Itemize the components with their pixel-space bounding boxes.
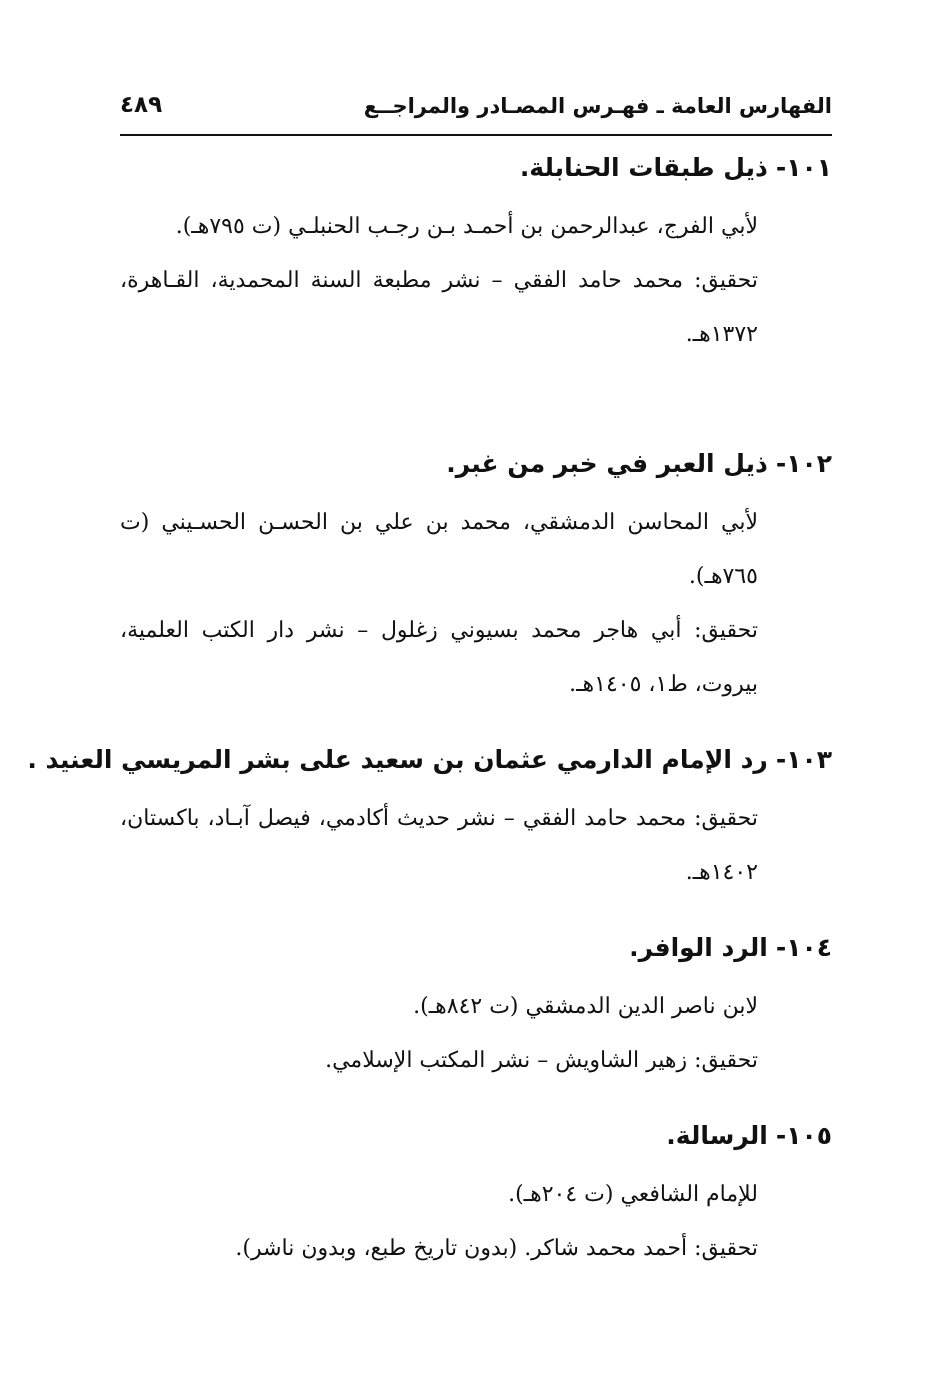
entry-author-line: للإمام الشافعي (ت ٢٠٤هـ). bbox=[508, 1182, 758, 1207]
entry-title: رد الإمام الدارمي عثمان بن سعيد على بشر المريسي العنيد . bbox=[27, 745, 768, 774]
entry-number: ١٠٢- bbox=[775, 449, 832, 478]
entry-body bbox=[120, 792, 832, 900]
running-header bbox=[120, 92, 832, 132]
entry-heading bbox=[27, 742, 832, 778]
entry-edition-line: تحقيق: أبي هاجر محمد بسيوني زغلول – نشر دار الكتب العلمية، بيروت، ط١، ١٤٠٥هـ. bbox=[120, 618, 758, 697]
entry-heading bbox=[120, 1118, 832, 1154]
page-number: ٤٨٩ bbox=[120, 92, 163, 118]
entry-number: ١٠٤- bbox=[775, 933, 832, 962]
bibliography-entry-105 bbox=[120, 1118, 832, 1276]
entry-heading bbox=[120, 930, 832, 966]
bibliography-entry-104 bbox=[120, 930, 832, 1088]
entry-body bbox=[120, 496, 832, 712]
entry-heading bbox=[120, 150, 832, 186]
entry-author-line: لأبي المحاسن الدمشقي، محمد بن علي بن الحسـن الحسـيني (ت ٧٦٥هـ). bbox=[120, 510, 758, 589]
entry-author-line: لابن ناصر الدين الدمشقي (ت ٨٤٢هـ). bbox=[413, 994, 758, 1019]
entry-title: الرسالة. bbox=[666, 1121, 768, 1150]
entry-edition-line: تحقيق: زهير الشاويش – نشر المكتب الإسلامي. bbox=[325, 1048, 758, 1073]
entry-edition-line: تحقيق: محمد حامد الفقي – نشر حديث أكادمي، فيصل آبـاد، باكستان، ١٤٠٢هـ. bbox=[120, 806, 758, 885]
entry-title: ذيل طبقات الحنابلة. bbox=[519, 153, 768, 182]
entry-number: ١٠٣- bbox=[775, 745, 832, 774]
entry-edition-line: تحقيق: أحمد محمد شاكر. (بدون تاريخ طبع، وبدون ناشر). bbox=[235, 1236, 758, 1261]
entry-body bbox=[120, 1168, 832, 1276]
bibliography-entry-103 bbox=[27, 742, 832, 900]
entry-edition-line: تحقيق: محمد حامد الفقي – نشر مطبعة السنة المحمدية، القـاهرة، ١٣٧٢هـ. bbox=[120, 268, 758, 347]
entry-body bbox=[120, 200, 832, 362]
entry-body bbox=[120, 980, 832, 1088]
bibliography-entry-101 bbox=[120, 150, 832, 362]
entry-number: ١٠٥- bbox=[775, 1121, 832, 1150]
entry-author-line: لأبي الفرج، عبدالرحمن بن أحمـد بـن رجـب الحنبلـي (ت ٧٩٥هـ). bbox=[175, 214, 758, 239]
header-rule bbox=[120, 134, 832, 136]
bibliography-entry-102 bbox=[120, 446, 832, 712]
entry-title: الرد الوافر. bbox=[629, 933, 768, 962]
entry-heading bbox=[120, 446, 832, 482]
entry-title: ذيل العبر في خبر من غبر. bbox=[446, 449, 768, 478]
header-title: الفهارس العامة ـ فهـرس المصـادر والمراجــع bbox=[363, 94, 832, 118]
entry-number: ١٠١- bbox=[775, 153, 832, 182]
